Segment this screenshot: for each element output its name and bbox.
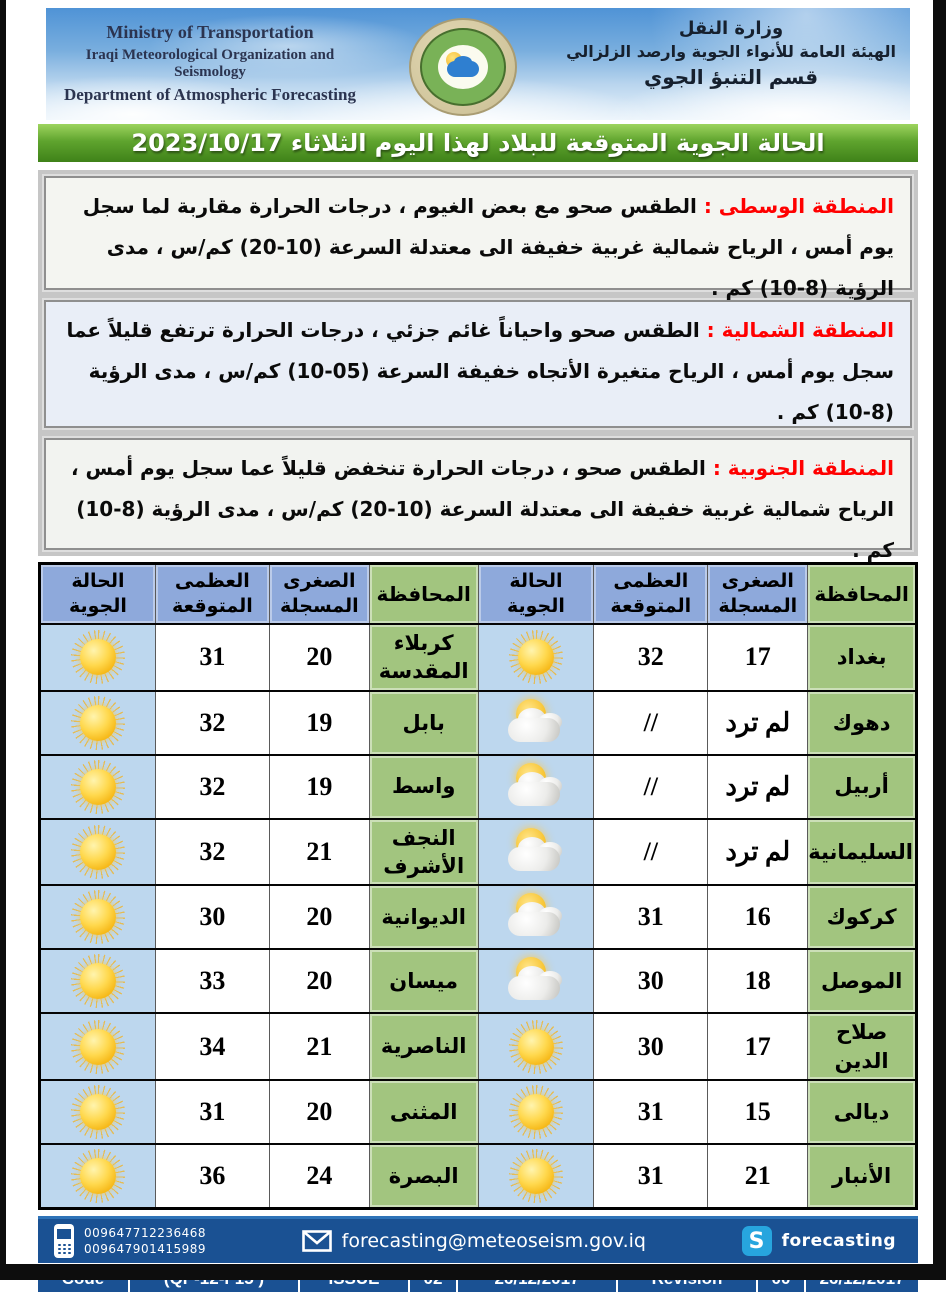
sun-ball xyxy=(80,834,116,870)
column-header-condition-right: الحالة الجوية xyxy=(478,564,594,625)
scan-edge-right xyxy=(933,0,946,1280)
phone-number-2: 009647901415989 xyxy=(84,1242,207,1256)
temperature-cell: // xyxy=(594,819,708,886)
header-banner xyxy=(46,8,910,120)
weather-condition-cell xyxy=(40,885,156,949)
temperature-cell: 18 xyxy=(708,949,808,1013)
sun-ball xyxy=(80,769,116,805)
southern-region-forecast xyxy=(44,438,912,562)
weather-condition-cell xyxy=(478,624,594,691)
governorate-cell: السليمانية xyxy=(808,819,917,886)
temperature-cell: // xyxy=(594,691,708,755)
governorate-cell: الأنبار xyxy=(808,1144,917,1209)
governorate-cell: صلاح الدين xyxy=(808,1013,917,1080)
column-header-min-recorded-right xyxy=(708,564,808,625)
cloud-base xyxy=(508,976,560,1000)
northern-region-text: الطقس صحو واحياناً غائم جزئي ، درجات الحرارة ترتفع قليلاً عما سجل يوم أمس ، الرياح متغيرة الأتجاه خفيفة السرعة (05-10) كم/س ، مدى الرؤية (8-10) كم . xyxy=(66,318,894,424)
temperature-cell: لم ترد xyxy=(708,755,808,819)
sunny-icon xyxy=(509,1020,563,1074)
temperature-cell: 21 xyxy=(269,819,369,886)
sun-ball xyxy=(518,1158,554,1194)
governorate-cell: ميسان xyxy=(369,949,478,1013)
table-header-row xyxy=(40,564,917,625)
sun-ball xyxy=(518,1029,554,1065)
weather-table-row xyxy=(40,1013,917,1080)
forecast-title-bar: الحالة الجوية المتوقعة للبلاد لهذا اليوم الثلاثاء 2023/10/17 xyxy=(38,124,918,162)
sunny-icon xyxy=(71,696,125,750)
email-contact xyxy=(302,1230,646,1252)
sunny-icon xyxy=(71,890,125,944)
department-title-en: Department of Atmospheric Forecasting xyxy=(64,85,356,104)
scan-edge-left xyxy=(0,0,6,1280)
weather-table-body xyxy=(40,624,917,1209)
min-header-line1: الصغرى xyxy=(283,570,356,593)
partly-cloudy-icon xyxy=(506,827,566,877)
sunny-icon xyxy=(71,954,125,1008)
weather-condition-cell xyxy=(40,691,156,755)
phone-numbers xyxy=(84,1225,206,1257)
weather-table xyxy=(38,562,918,1210)
weather-condition-cell xyxy=(478,1080,594,1144)
temperature-cell: 17 xyxy=(708,1013,808,1080)
weather-table-row xyxy=(40,624,917,691)
temperature-cell: 19 xyxy=(269,755,369,819)
temperature-cell: 31 xyxy=(594,885,708,949)
temperature-cell: 31 xyxy=(594,1144,708,1209)
partly-cloudy-icon xyxy=(506,892,566,942)
min-header-line1: الصغرى xyxy=(721,570,794,593)
governorate-cell: ديالى xyxy=(808,1080,917,1144)
governorate-cell: بابل xyxy=(369,691,478,755)
temperature-cell: 33 xyxy=(155,949,269,1013)
sun-ball xyxy=(80,705,116,741)
weather-table-row xyxy=(40,885,917,949)
governorate-cell: أربيل xyxy=(808,755,917,819)
cloud-base xyxy=(508,718,560,742)
partly-cloudy-icon xyxy=(506,762,566,812)
temperature-cell: 30 xyxy=(594,1013,708,1080)
sunny-icon xyxy=(71,1020,125,1074)
sun-ball xyxy=(518,1094,554,1130)
temperature-cell: 36 xyxy=(155,1144,269,1209)
governorate-cell: الديوانية xyxy=(369,885,478,949)
document xyxy=(38,8,918,1292)
sunny-icon xyxy=(71,760,125,814)
temperature-cell: 31 xyxy=(155,624,269,691)
governorate-cell: كربلاء المقدسة xyxy=(369,624,478,691)
organization-title-en: Iraqi Meteorological Organization and Seismology xyxy=(85,47,335,80)
northern-region-label: المنطقة الشمالية : xyxy=(699,318,894,342)
footer-contact-bar xyxy=(38,1219,918,1263)
weather-table-row xyxy=(40,755,917,819)
temperature-cell: 16 xyxy=(708,885,808,949)
column-header-min-recorded-left xyxy=(269,564,369,625)
central-region-forecast xyxy=(44,176,912,300)
cloud-base xyxy=(508,782,560,806)
max-header-line2: المتوقعة xyxy=(610,595,692,617)
sunny-icon xyxy=(71,1149,125,1203)
region-forecast-panel xyxy=(38,170,918,562)
weather-condition-cell xyxy=(478,885,594,949)
max-header-line2: المتوقعة xyxy=(171,595,253,617)
governorate-cell: الناصرية xyxy=(369,1013,478,1080)
organization-title-ar: الهيئة العامة للأنواء الجوية وارصد الزلزالي xyxy=(566,42,896,61)
weather-condition-cell xyxy=(478,949,594,1013)
weather-condition-cell xyxy=(40,1013,156,1080)
footer xyxy=(38,1216,918,1292)
max-header-line1: العظمى xyxy=(174,570,250,593)
department-title-ar: قسم التنبؤ الجوي xyxy=(643,65,819,89)
partly-cloudy-icon xyxy=(506,956,566,1006)
skype-handle: forecasting xyxy=(781,1231,896,1251)
max-header-line1: العظمى xyxy=(613,570,689,593)
column-header-condition-left: الحالة الجوية xyxy=(40,564,156,625)
temperature-cell: 20 xyxy=(269,949,369,1013)
weather-table-wrap xyxy=(38,562,918,1210)
southern-region-text: الطقس صحو ، درجات الحرارة تنخفض قليلاً عما سجل يوم أمس ، الرياح شمالية غربية خفيفة الى معتدلة السرعة (10-20) كم/س ، مدى الرؤية (8-10) كم . xyxy=(70,456,894,562)
sun-ball xyxy=(80,1094,116,1130)
weather-condition-cell xyxy=(478,1144,594,1209)
weather-table-row xyxy=(40,1080,917,1144)
column-header-governorate-right: المحافظة xyxy=(808,564,917,625)
governorate-cell: الموصل xyxy=(808,949,917,1013)
envelope-icon xyxy=(302,1230,332,1252)
sunny-icon xyxy=(509,630,563,684)
weather-table-row xyxy=(40,819,917,886)
temperature-cell: 21 xyxy=(269,1013,369,1080)
ministry-title-en: Ministry of Transportation xyxy=(106,22,314,42)
temperature-cell: 21 xyxy=(708,1144,808,1209)
weather-condition-cell xyxy=(478,1013,594,1080)
partly-cloudy-icon xyxy=(506,698,566,748)
temperature-cell: لم ترد xyxy=(708,819,808,886)
weather-condition-cell xyxy=(478,819,594,886)
phone-icon xyxy=(54,1224,74,1258)
column-header-max-expected-left xyxy=(155,564,269,625)
governorate-cell: النجف الأشرف xyxy=(369,819,478,886)
temperature-cell: 30 xyxy=(155,885,269,949)
temperature-cell: 20 xyxy=(269,1080,369,1144)
weather-table-row xyxy=(40,949,917,1013)
governorate-cell: كركوك xyxy=(808,885,917,949)
weather-condition-cell xyxy=(40,624,156,691)
column-header-max-expected-right xyxy=(594,564,708,625)
weather-condition-cell xyxy=(40,819,156,886)
scan-edge-bottom xyxy=(0,1264,946,1280)
sunny-icon xyxy=(71,1085,125,1139)
northern-region-forecast xyxy=(44,300,912,428)
weather-condition-cell xyxy=(40,1144,156,1209)
english-org-titles xyxy=(60,14,360,105)
sun-ball xyxy=(80,963,116,999)
temperature-cell: 32 xyxy=(594,624,708,691)
temperature-cell: 31 xyxy=(594,1080,708,1144)
weather-table-row xyxy=(40,691,917,755)
temperature-cell: // xyxy=(594,755,708,819)
governorate-cell: بغداد xyxy=(808,624,917,691)
temperature-cell: 32 xyxy=(155,819,269,886)
southern-region-label: المنطقة الجنوبية : xyxy=(705,456,894,480)
sunny-icon xyxy=(509,1085,563,1139)
arabic-org-titles xyxy=(566,14,896,89)
temperature-cell: 32 xyxy=(155,691,269,755)
governorate-cell: البصرة xyxy=(369,1144,478,1209)
governorate-cell: المثنى xyxy=(369,1080,478,1144)
governorate-cell: دهوك xyxy=(808,691,917,755)
email-address: forecasting@meteoseism.gov.iq xyxy=(341,1230,646,1252)
sunny-icon xyxy=(71,630,125,684)
seal-center-cloud-sun xyxy=(438,45,488,89)
weather-condition-cell xyxy=(478,691,594,755)
weather-condition-cell xyxy=(40,1080,156,1144)
temperature-cell: 20 xyxy=(269,624,369,691)
sunny-icon xyxy=(509,1149,563,1203)
central-region-text: الطقس صحو مع بعض الغيوم ، درجات الحرارة مقاربة لما سجل يوم أمس ، الرياح شمالية غربية خفيفة الى معتدلة السرعة (10-20) كم/س ، مدى الرؤية (8-10) كم . xyxy=(82,194,894,300)
cloud-base xyxy=(508,847,560,871)
temperature-cell: 15 xyxy=(708,1080,808,1144)
weather-condition-cell xyxy=(40,949,156,1013)
temperature-cell: 17 xyxy=(708,624,808,691)
temperature-cell: 31 xyxy=(155,1080,269,1144)
temperature-cell: 19 xyxy=(269,691,369,755)
min-header-line2: المسجلة xyxy=(279,595,359,617)
sun-ball xyxy=(80,1029,116,1065)
temperature-cell: 20 xyxy=(269,885,369,949)
skype-contact xyxy=(742,1226,896,1256)
temperature-cell: 34 xyxy=(155,1013,269,1080)
temperature-cell: 30 xyxy=(594,949,708,1013)
temperature-cell: 32 xyxy=(155,755,269,819)
skype-icon: S xyxy=(742,1226,772,1256)
central-region-label: المنطقة الوسطى : xyxy=(696,194,894,218)
sunny-icon xyxy=(71,825,125,879)
weather-condition-cell xyxy=(40,755,156,819)
temperature-cell: لم ترد xyxy=(708,691,808,755)
temperature-cell: 24 xyxy=(269,1144,369,1209)
min-header-line2: المسجلة xyxy=(718,595,798,617)
weather-condition-cell xyxy=(478,755,594,819)
weather-table-row xyxy=(40,1144,917,1209)
sun-ball xyxy=(80,1158,116,1194)
column-header-governorate-left: المحافظة xyxy=(369,564,478,625)
governorate-cell: واسط xyxy=(369,755,478,819)
seal-cloud-base-icon xyxy=(447,61,479,77)
phone-number-1: 009647712236468 xyxy=(84,1225,207,1240)
ministry-title-ar: وزارة النقل xyxy=(678,18,784,39)
organization-seal-icon xyxy=(409,18,517,116)
phone-contact xyxy=(54,1224,206,1258)
seal-green-ring xyxy=(420,28,506,106)
cloud-base xyxy=(508,912,560,936)
